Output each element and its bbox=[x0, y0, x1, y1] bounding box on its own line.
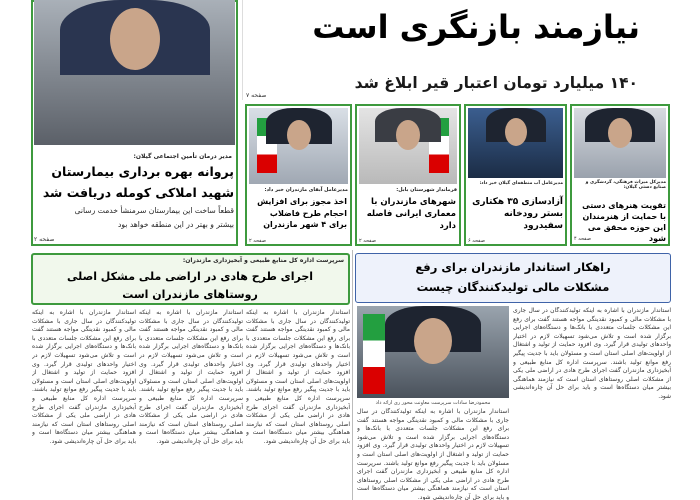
main-headline: نیازمند بازنگری است bbox=[312, 8, 640, 46]
thumb-story-2-caption: مدیرعامل آب منطقه‌ای گیلان خبر داد: bbox=[479, 181, 563, 186]
headline-page-ref: صفحه ۷ bbox=[246, 92, 267, 99]
left-article-title-1: اجرای طرح هادی در اراضی ملی مشکل اصلی bbox=[66, 270, 314, 283]
right-article-title-2: مشکلات مالی تولیدکنندگان چیست bbox=[416, 280, 610, 294]
right-article-photo-caption: محمودرضا سادات سرپرست معاونت محور ری ارائه داد bbox=[375, 400, 491, 406]
column-divider bbox=[352, 250, 353, 500]
thumb-story-1-title: تقویت هنرهای دستی با حمایت از هنرمندان این حوزه محقق می شود bbox=[582, 201, 666, 243]
thumb-story-3-photo bbox=[359, 108, 457, 184]
thumb-story-4-caption: مدیرعامل آبفای مازندران خبر داد: bbox=[264, 187, 348, 193]
right-article-text-col-1: استاندار مازندران با اشاره به اینکه تولیدکنندگان در سال جاری با مشکلات مالی و کمبود نقدینگی مواجه هستند گفت برای رفع این مشکلات جلسات متعددی با بانک‌ها و دستگاه‌های اجرایی برگزار شده است و تلاش می‌شود تسهیلات لازم در اختیار واحدهای تولیدی قرار گیرد. وی افزود حمایت از تولید و اشتغال از اولویت‌های اصلی استان است و مسئولان باید با جدیت پیگیر رفع موانع تولید باشند. سرپرست اداره کل منابع طبیعی و آبخیزداری مازندران گفت اجرای طرح هادی در اراضی ملی یکی از مشکلات اصلی روستاهای استان است که نیازمند هماهنگی بیشتر میان دستگاه‌ها است و باید برای حل آن چاره‌اندیشی شود. bbox=[513, 307, 671, 400]
left-article-text-col-1: استاندار مازندران با اشاره به اینکه تولیدکنندگان در سال جاری با مشکلات مالی و کمبود نقدینگی مواجه هستند گفت برای رفع این مشکلات جلسات متعددی با بانک‌ها و دستگاه‌های اجرایی برگزار شده است و تلاش می‌شود تسهیلات لازم در اختیار واحدهای تولیدی قرار گیرد. وی افزود حمایت از تولید و اشتغال از اولویت‌های اصلی استان است و مسئولان باید با جدیت پیگیر رفع موانع تولید باشند. سرپرست اداره کل منابع طبیعی و آبخیزداری مازندران گفت اجرای طرح هادی در اراضی ملی یکی از مشکلات اصلی روستاهای استان است که نیازمند هماهنگی بیشتر میان دستگاه‌ها است و باید برای حل آن چاره‌اندیشی شود. bbox=[246, 309, 350, 445]
left-article-text-col-2: استاندار مازندران با اشاره به اینکه تولیدکنندگان در سال جاری با مشکلات مالی و کمبود نقدینگی مواجه هستند گفت برای رفع این مشکلات جلسات متعددی با بانک‌ها و دستگاه‌های اجرایی برگزار شده است و تلاش می‌شود تسهیلات لازم در اختیار واحدهای تولیدی قرار گیرد. وی افزود حمایت از تولید و اشتغال از اولویت‌های اصلی استان است و مسئولان باید با جدیت پیگیر رفع موانع تولید باشند. سرپرست اداره کل منابع طبیعی و آبخیزداری مازندران گفت اجرای طرح هادی در اراضی ملی یکی از مشکلات اصلی روستاهای استان است که نیازمند هماهنگی بیشتر میان دستگاه‌ها است و باید برای حل آن چاره‌اندیشی شود. bbox=[139, 309, 243, 445]
left-article-kicker: سرپرست اداره کل منابع طبیعی و آبخیزداری مازندران: bbox=[182, 257, 344, 264]
column-divider bbox=[242, 0, 243, 100]
hospital-caption: مدیر درمان تأمین اجتماعی گیلان: bbox=[133, 153, 232, 160]
hospital-page-ref: صفحه ۲ bbox=[34, 236, 55, 243]
thumb-story-1-photo bbox=[574, 108, 666, 178]
thumb-story-1-page: صفحه ۴ bbox=[574, 236, 591, 242]
thumb-story-2-photo bbox=[468, 108, 563, 178]
thumb-story-2-title: آزادسازی ۳۵ هکتاری بستر رودخانه سفیدرود bbox=[472, 197, 563, 231]
thumb-story-4-photo bbox=[249, 108, 348, 184]
right-article-photo bbox=[357, 306, 509, 398]
main-subheadline: ۱۴۰ میلیارد تومان اعتبار قیر ابلاغ شد bbox=[354, 74, 638, 92]
thumb-story-4-page: صفحه ۲ bbox=[249, 238, 266, 244]
hospital-title-1: پروانه بهره برداری بیمارستان bbox=[51, 164, 234, 179]
hospital-body-2: بیشتر و بهتر در این منطقه خواهد بود bbox=[117, 220, 234, 229]
left-article-title-2: روستاهای مازندران است bbox=[122, 288, 258, 301]
thumb-story-2-page: صفحه ۶ bbox=[468, 238, 485, 244]
left-article-text-col-3: استاندار مازندران با اشاره به اینکه تولیدکنندگان در سال جاری با مشکلات مالی و کمبود نقدینگی مواجه هستند گفت برای رفع این مشکلات جلسات متعددی با بانک‌ها و دستگاه‌های اجرایی برگزار شده است و تلاش می‌شود تسهیلات لازم در اختیار واحدهای تولیدی قرار گیرد. وی افزود حمایت از تولید و اشتغال از اولویت‌های اصلی استان است و مسئولان باید با جدیت پیگیر رفع موانع تولید باشند. سرپرست اداره کل منابع طبیعی و آبخیزداری مازندران گفت اجرای طرح هادی در اراضی ملی یکی از مشکلات اصلی روستاهای استان است که نیازمند هماهنگی بیشتر میان دستگاه‌ها است و باید برای حل آن چاره‌اندیشی شود. bbox=[32, 309, 136, 445]
right-article-text-col-2: استاندار مازندران با اشاره به اینکه تولیدکنندگان در سال جاری با مشکلات مالی و کمبود نقدینگی مواجه هستند گفت برای رفع این مشکلات جلسات متعددی با بانک‌ها و دستگاه‌های اجرایی برگزار شده است و تلاش می‌شود تسهیلات لازم در اختیار واحدهای تولیدی قرار گیرد. وی افزود حمایت از تولید و اشتغال از اولویت‌های اصلی استان است و مسئولان باید با جدیت پیگیر رفع موانع تولید باشند. سرپرست اداره کل منابع طبیعی و آبخیزداری مازندران گفت اجرای طرح هادی در اراضی ملی یکی از مشکلات اصلی روستاهای استان است که نیازمند هماهنگی بیشتر میان دستگاه‌ها است و باید برای حل آن چاره‌اندیشی شود. bbox=[357, 408, 509, 500]
thumb-story-3-page: صفحه ۲ bbox=[359, 238, 376, 244]
right-article-title-1: راهکار استاندار مازندران برای رفع bbox=[415, 260, 611, 274]
hospital-title-2: شهید املاکی کومله دریافت شد bbox=[42, 185, 234, 200]
thumb-story-4-title: اخذ مجوز برای افزایش احجام طرح فاضلاب برای ۴ شهر مازندران bbox=[257, 197, 347, 229]
thumb-story-1-caption: مدیرکل میراث فرهنگی، گردشگری و صنایع دستی گیلان: bbox=[585, 180, 666, 190]
thumb-story-3-title: شهرهای مازندران با معماری ایرانی فاصله دارد bbox=[366, 197, 456, 231]
hospital-body-1: قطعاً ساخت این بیمارستان سرمنشأ خدمت رسانی bbox=[74, 206, 234, 215]
thumb-story-3-caption: فرماندار شهرستان بابل: bbox=[396, 187, 457, 193]
hospital-official-photo bbox=[34, 0, 235, 145]
